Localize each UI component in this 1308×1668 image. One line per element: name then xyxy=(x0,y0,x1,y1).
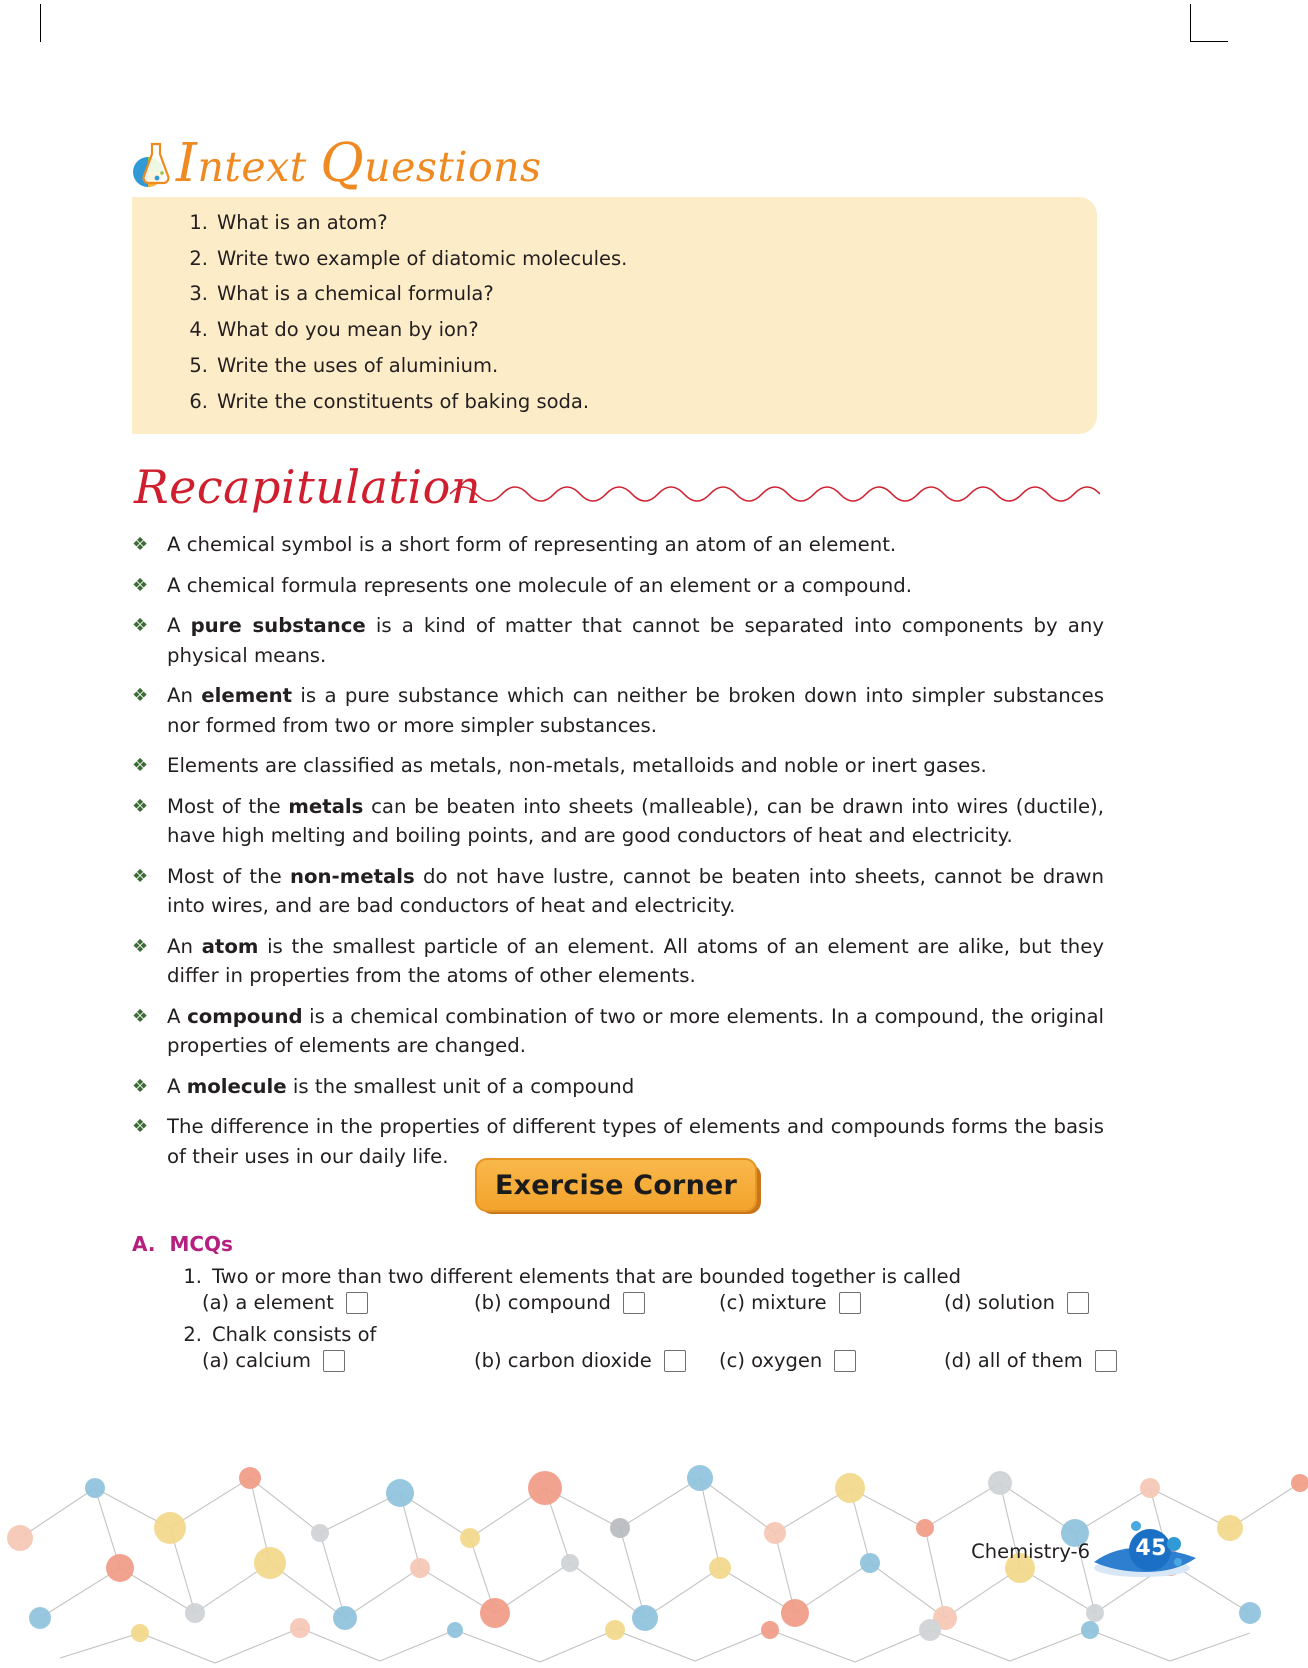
mcq-question-text: Chalk consists of xyxy=(212,1323,377,1346)
mcq-option-label: (d) all of them xyxy=(944,1349,1083,1372)
mcq-option-label: (b) carbon dioxide xyxy=(474,1349,652,1372)
mcq-option[interactable] xyxy=(719,1349,944,1372)
mcq-option[interactable] xyxy=(944,1291,1154,1314)
recap-item xyxy=(132,611,1104,670)
recap-item-text: A chemical formula represents one molecule of an element or a compound. xyxy=(167,573,913,597)
recap-item xyxy=(132,681,1104,740)
recap-bullet-icon: ❖ xyxy=(132,865,149,887)
mcq-option-row xyxy=(202,1291,1108,1314)
recap-item xyxy=(132,932,1104,991)
intext-question-item xyxy=(175,384,1075,420)
exercise-corner-banner xyxy=(475,1158,761,1214)
exercise-corner-label: Exercise Corner xyxy=(475,1158,757,1212)
page-number: 45 xyxy=(1135,1536,1167,1561)
mcq-section-heading xyxy=(132,1232,233,1256)
recap-item xyxy=(132,1072,1104,1102)
recap-item-text: A molecule is the smallest unit of a compound xyxy=(167,1074,635,1098)
recap-item-text: An element is a pure substance which can neither be broken down into simpler substances nor formed from two or more simpler substances. xyxy=(167,684,1104,737)
recap-item xyxy=(132,571,1104,601)
mcq-option-checkbox[interactable] xyxy=(664,1350,686,1372)
recap-bullet-icon: ❖ xyxy=(132,574,149,596)
intext-questions-heading xyxy=(132,130,542,194)
mcq-question-number: 2. xyxy=(183,1323,202,1346)
mcq-option-label: (a) calcium xyxy=(202,1349,311,1372)
mcq-option-checkbox[interactable] xyxy=(834,1350,856,1372)
mcq-option-label: (b) compound xyxy=(474,1291,611,1314)
intext-question-text: What is a chemical formula? xyxy=(217,282,494,306)
intext-heading-rest-intext: ntext xyxy=(197,143,321,191)
recap-item-text: The difference in the properties of different types of elements and compounds forms the basis of their uses in our daily life. xyxy=(167,1115,1104,1168)
mcq-option-checkbox[interactable] xyxy=(1067,1292,1089,1314)
mcq-option[interactable] xyxy=(719,1291,944,1314)
mcq-option-row xyxy=(202,1349,1108,1372)
intext-question-item xyxy=(175,241,1075,277)
intext-question-number: 2. xyxy=(189,246,208,270)
mcq-option-label: (c) mixture xyxy=(719,1291,827,1314)
intext-question-item xyxy=(175,205,1075,241)
footer-subject-label: Chemistry-6 xyxy=(971,1540,1090,1563)
mcq-option[interactable] xyxy=(202,1291,474,1314)
intext-question-item xyxy=(175,276,1075,312)
recap-bullet-icon: ❖ xyxy=(132,1005,149,1027)
mcq-option-label: (d) solution xyxy=(944,1291,1056,1314)
recap-bullet-icon: ❖ xyxy=(132,755,149,776)
intext-question-item xyxy=(175,348,1075,384)
intext-heading-rest-questions: uestions xyxy=(364,143,542,191)
intext-question-text: What is an atom? xyxy=(217,211,388,234)
mcq-section-letter: A. xyxy=(132,1232,156,1256)
mcq-question xyxy=(168,1265,1108,1288)
mcq-option[interactable] xyxy=(202,1349,474,1372)
intext-heading-cap-q: Q xyxy=(320,133,365,194)
mcq-question xyxy=(168,1323,1108,1346)
mcq-option-checkbox[interactable] xyxy=(346,1292,368,1314)
recap-item-text: Most of the non-metals do not have lustre, cannot be beaten into sheets, cannot be drawn into wires, and are bad conductors of heat and electricity. xyxy=(167,864,1104,917)
mcq-option-checkbox[interactable] xyxy=(839,1292,861,1314)
recap-item xyxy=(132,862,1104,921)
mcq-list xyxy=(168,1265,1108,1381)
recap-bullet-icon: ❖ xyxy=(132,1116,149,1137)
intext-question-number: 1. xyxy=(189,211,208,234)
intext-question-item xyxy=(175,312,1075,348)
intext-question-text: What do you mean by ion? xyxy=(217,318,479,342)
recap-bullet-icon: ❖ xyxy=(132,1075,149,1097)
recap-item xyxy=(132,530,1104,560)
intext-questions-list xyxy=(175,205,1075,419)
recap-item-text: A chemical symbol is a short form of representing an atom of an element. xyxy=(167,533,897,556)
recap-item-text: A pure substance is a kind of matter that cannot be separated into components by any physical means. xyxy=(167,614,1104,667)
mcq-option-checkbox[interactable] xyxy=(323,1350,345,1372)
recap-item-text: Elements are classified as metals, non-metals, metalloids and noble or inert gases. xyxy=(167,754,987,777)
recap-bullet-icon: ❖ xyxy=(132,615,149,636)
mcq-option-label: (c) oxygen xyxy=(719,1349,823,1372)
recap-bullet-icon: ❖ xyxy=(132,935,149,957)
recap-item xyxy=(132,792,1104,851)
intext-question-number: 5. xyxy=(189,353,208,377)
flask-icon xyxy=(132,140,174,194)
recap-bullet-icon: ❖ xyxy=(132,534,149,555)
recap-bullet-icon: ❖ xyxy=(132,795,149,817)
mcq-option[interactable] xyxy=(944,1349,1154,1372)
recap-item xyxy=(132,1002,1104,1061)
intext-question-number: 3. xyxy=(189,282,208,306)
recap-bullet-icon: ❖ xyxy=(132,685,149,706)
intext-question-text: Write the constituents of baking soda. xyxy=(217,389,590,413)
intext-question-text: Write the uses of aluminium. xyxy=(217,353,499,377)
recap-item-text: An atom is the smallest particle of an element. All atoms of an element are alike, but they differ in properties from the atoms of other elements. xyxy=(167,934,1104,987)
recap-item xyxy=(132,751,1104,781)
intext-heading-text xyxy=(176,133,542,194)
recap-item-text: A compound is a chemical combination of two or more elements. In a compound, the original properties of elements are changed. xyxy=(167,1004,1104,1057)
mcq-option[interactable] xyxy=(474,1349,719,1372)
mcq-option-checkbox[interactable] xyxy=(1095,1350,1117,1372)
mcq-question-number: 1. xyxy=(183,1265,202,1288)
mcq-section-title: MCQs xyxy=(169,1232,233,1256)
intext-question-text: Write two example of diatomic molecules. xyxy=(217,246,628,270)
recap-item-text: Most of the metals can be beaten into sheets (malleable), can be drawn into wires (ductile), have high melting and boiling points, and are good conductors of heat and electricity. xyxy=(167,794,1104,847)
mcq-option-checkbox[interactable] xyxy=(623,1292,645,1314)
intext-heading-cap-i: I xyxy=(176,133,198,194)
recapitulation-title: Recapitulation xyxy=(134,460,481,514)
mcq-question-text: Two or more than two different elements that are bounded together is called xyxy=(212,1265,961,1288)
mcq-option[interactable] xyxy=(474,1291,719,1314)
intext-question-number: 6. xyxy=(189,389,208,413)
intext-question-number: 4. xyxy=(189,318,208,342)
mcq-option-label: (a) a element xyxy=(202,1291,334,1314)
recapitulation-list xyxy=(132,530,1104,1182)
recapitulation-squiggle-decoration xyxy=(450,478,1100,504)
